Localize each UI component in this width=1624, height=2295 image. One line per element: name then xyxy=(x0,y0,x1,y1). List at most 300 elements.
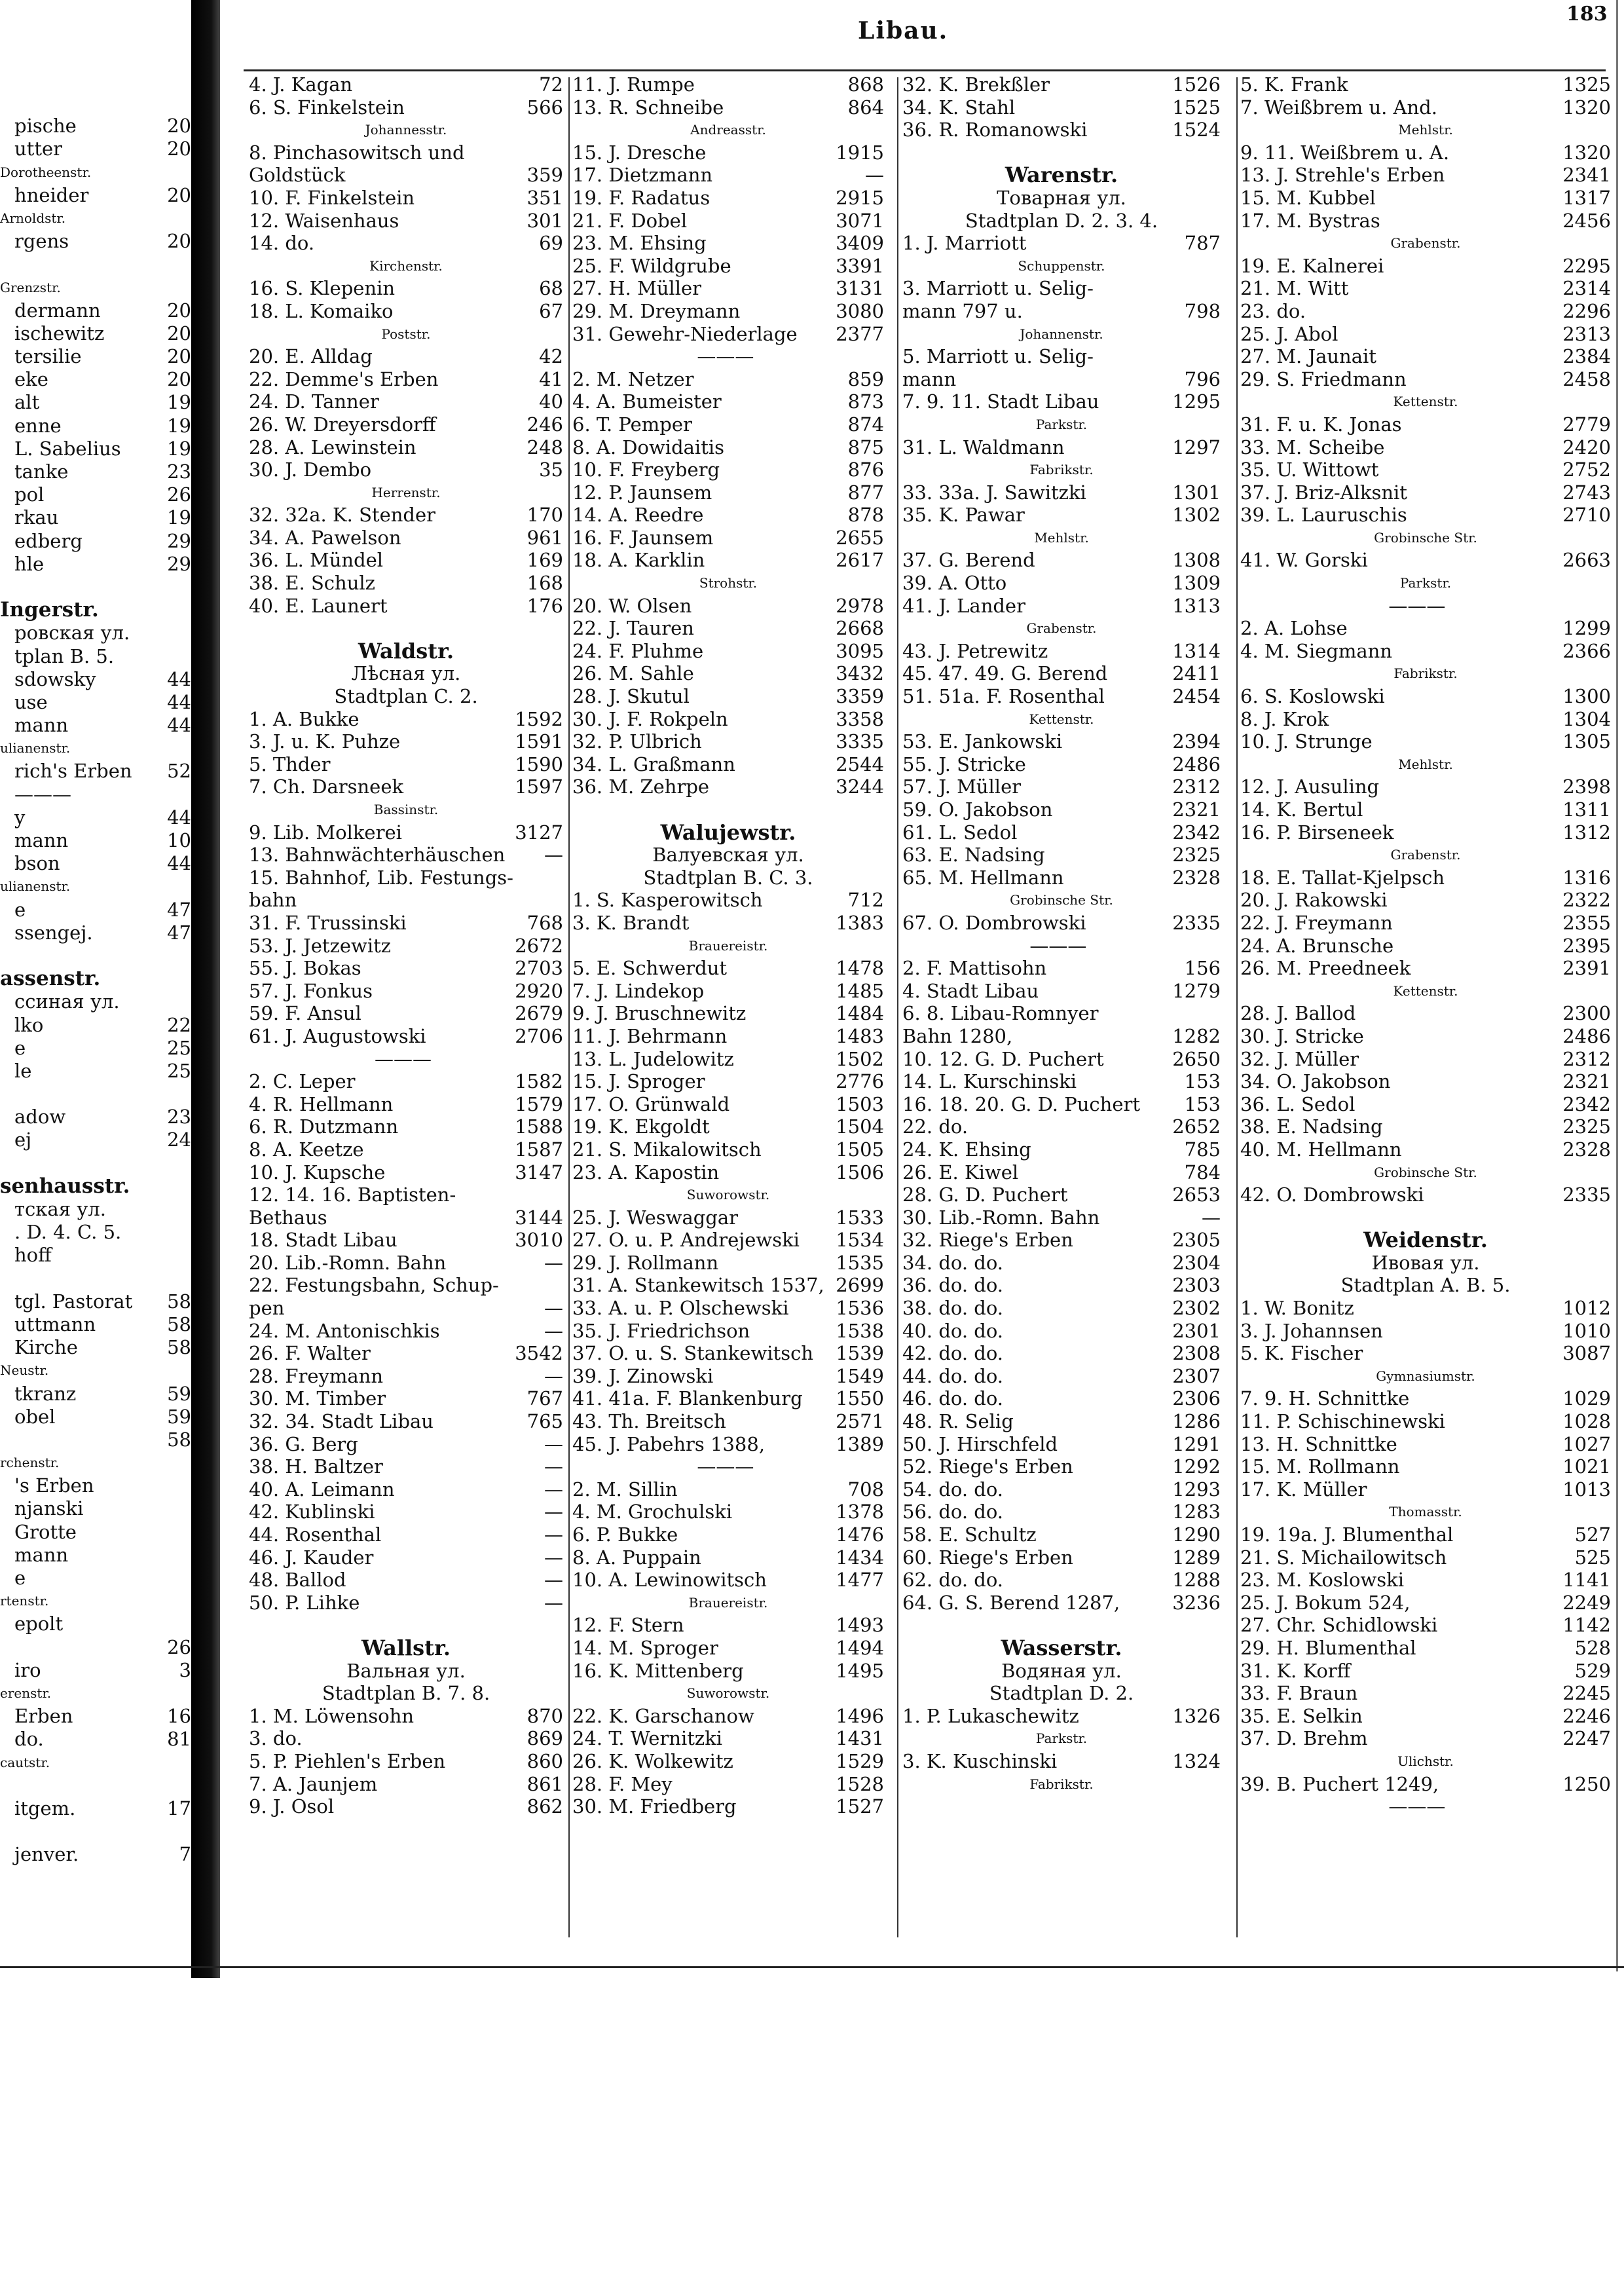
cross-street-label xyxy=(1240,1750,1611,1773)
entry-number: 1434 xyxy=(836,1546,884,1569)
entry-number: 3144 xyxy=(515,1206,563,1229)
directory-entry xyxy=(1240,775,1611,798)
entry-name: ровская ул. xyxy=(14,622,130,644)
entry-number: 1250 xyxy=(1562,1772,1611,1795)
entry-name: 12. F. Stern xyxy=(572,1614,684,1637)
entry-name: 2. M. Sillin xyxy=(572,1478,678,1501)
directory-entry xyxy=(249,753,563,776)
entry-number: 20 xyxy=(167,368,191,391)
directory-entry xyxy=(1240,889,1611,912)
entry-name: 9. Lib. Molkerei xyxy=(249,821,402,844)
entry-name: 1. S. Kasperowitsch xyxy=(572,889,763,912)
entry-number: 2391 xyxy=(1562,957,1611,980)
entry-number: 29 xyxy=(167,552,191,575)
entry-number: 2456 xyxy=(1562,209,1611,232)
entry-number: 1505 xyxy=(836,1138,884,1161)
cross-street-label xyxy=(1240,662,1611,685)
entry-name: alt xyxy=(14,391,40,414)
row-text: Suworowstr. xyxy=(686,1187,770,1203)
separator-dash: ——— xyxy=(1388,594,1446,617)
entry-number: 873 xyxy=(847,390,884,413)
directory-entry xyxy=(249,277,563,300)
directory-entry xyxy=(1240,640,1611,663)
entry-number: 1484 xyxy=(836,1002,884,1025)
entry-number: 67 xyxy=(539,299,563,322)
cross-street-label xyxy=(572,119,884,141)
entry-name: 18. A. Karklin xyxy=(572,549,705,572)
directory-entry xyxy=(572,277,884,300)
entry-name: 7. 9. H. Schnittke xyxy=(1240,1387,1410,1410)
directory-entry xyxy=(902,1365,1221,1388)
street-heading xyxy=(572,821,884,844)
entry-number: 59 xyxy=(167,1405,191,1428)
directory-entry xyxy=(0,1406,191,1428)
entry-name: 10. F. Freyberg xyxy=(572,458,720,481)
entry-name: le xyxy=(14,1059,32,1082)
directory-entry xyxy=(902,1161,1221,1184)
cross-street-label xyxy=(1240,1501,1611,1523)
directory-entry xyxy=(902,1705,1221,1728)
directory-entry xyxy=(902,1387,1221,1410)
entry-name: 15. M. Rollmann xyxy=(1240,1455,1400,1478)
directory-entry xyxy=(0,253,191,276)
entry-number: 1302 xyxy=(1172,504,1221,527)
directory-entry xyxy=(249,141,563,164)
directory-entry xyxy=(0,1336,191,1359)
directory-entry xyxy=(249,187,563,210)
entry-name: 29. M. Dreymann xyxy=(572,299,741,322)
separator xyxy=(572,345,884,368)
directory-entry xyxy=(249,1592,563,1614)
cross-street-label xyxy=(902,527,1221,550)
directory-entry xyxy=(249,595,563,618)
entry-name: 39. J. Zinowski xyxy=(572,1364,714,1387)
entry-name: dermann xyxy=(14,299,101,322)
entry-name: 19. E. Kalnerei xyxy=(1240,254,1384,277)
directory-entry xyxy=(249,1569,563,1592)
entry-name: 4. M. Grochulski xyxy=(572,1501,733,1523)
entry-number: 2776 xyxy=(836,1070,884,1093)
entry-name: 39. A. Otto xyxy=(902,572,1007,595)
entry-number: 869 xyxy=(526,1727,563,1750)
entry-name: 21. F. Dobel xyxy=(572,209,688,232)
entry-name: 42. O. Dombrowski xyxy=(1240,1184,1424,1206)
directory-entry xyxy=(902,549,1221,572)
entry-number: 2398 xyxy=(1562,775,1611,798)
directory-entry xyxy=(902,912,1221,935)
directory-entry xyxy=(902,572,1221,595)
entry-number: 787 xyxy=(1184,232,1221,255)
entry-number: 1325 xyxy=(1562,73,1611,96)
entry-number: 2303 xyxy=(1172,1274,1221,1297)
entry-number: 878 xyxy=(847,504,884,527)
row-text: Parkstr. xyxy=(1035,416,1088,432)
entry-name: 22. J. Freymann xyxy=(1240,911,1393,934)
entry-name: 10. J. Kupsche xyxy=(249,1161,386,1184)
entry-name: 11. J. Behrmann xyxy=(572,1024,728,1047)
entry-name: 16. 18. 20. G. D. Puchert xyxy=(902,1092,1141,1115)
row-text: Bassinstr. xyxy=(373,802,439,817)
row-text: Stadtplan D. 2. 3. 4. xyxy=(965,209,1158,232)
entry-number: 1483 xyxy=(836,1024,884,1047)
directory-entry xyxy=(572,1297,884,1320)
directory-entry xyxy=(249,1025,563,1048)
street-subtitle xyxy=(1240,1274,1611,1297)
cross-street-label xyxy=(0,207,191,230)
directory-entry xyxy=(1240,73,1611,96)
row-text: Grabenstr. xyxy=(1390,235,1461,252)
entry-number: 3409 xyxy=(836,232,884,255)
entry-name: 44. do. do. xyxy=(902,1364,1004,1387)
row-text: Fabrikstr. xyxy=(1029,1776,1094,1792)
directory-entry xyxy=(902,662,1221,685)
entry-number: 2308 xyxy=(1172,1342,1221,1365)
directory-entry xyxy=(902,1750,1221,1773)
directory-entry xyxy=(249,730,563,753)
directory-entry xyxy=(572,1614,884,1637)
entry-number: 1378 xyxy=(836,1501,884,1523)
entry-name: rgens xyxy=(14,230,69,253)
entry-number: 1533 xyxy=(836,1206,884,1229)
directory-entry xyxy=(572,685,884,708)
entry-number: 2920 xyxy=(515,979,563,1002)
entry-name: 36. M. Zehrpe xyxy=(572,775,710,798)
directory-entry xyxy=(0,1820,191,1843)
entry-number: 1010 xyxy=(1562,1319,1611,1342)
directory-entry xyxy=(0,760,191,783)
cross-street-label xyxy=(1240,390,1611,413)
directory-entry xyxy=(1240,277,1611,300)
separator-dash: ——— xyxy=(1388,1795,1446,1818)
entry-name: iro xyxy=(14,1658,41,1681)
directory-entry xyxy=(572,187,884,210)
cross-street-label xyxy=(0,161,191,184)
entry-name: 2. A. Lohse xyxy=(1240,617,1348,640)
entry-number: 20 xyxy=(167,183,191,206)
entry-name: 10. F. Finkelstein xyxy=(249,186,415,209)
entry-number: 7 xyxy=(179,1843,191,1866)
directory-entry xyxy=(902,481,1221,504)
directory-entry xyxy=(572,798,884,821)
entry-number: — xyxy=(544,1432,563,1455)
entry-name: 4. A. Bumeister xyxy=(572,390,722,413)
entry-name: 35. J. Friedrichson xyxy=(572,1319,750,1342)
directory-entry xyxy=(572,617,884,640)
entry-number: 47 xyxy=(167,898,191,921)
directory-entry xyxy=(0,944,191,967)
entry-name: 26. W. Dreyersdorff xyxy=(249,413,436,436)
entry-number: 796 xyxy=(1184,367,1221,390)
directory-entry xyxy=(902,1184,1221,1206)
directory-entry xyxy=(249,1229,563,1252)
entry-number: 1304 xyxy=(1562,707,1611,730)
cross-street-label xyxy=(572,935,884,958)
directory-entry xyxy=(902,1297,1221,1320)
entry-number: 3071 xyxy=(836,209,884,232)
entry-name: 35. E. Selkin xyxy=(1240,1704,1363,1727)
row-text: Brauereistr. xyxy=(688,937,768,954)
directory-entry xyxy=(902,1070,1221,1093)
entry-number: 68 xyxy=(539,277,563,300)
entry-number: — xyxy=(1202,1206,1221,1229)
entry-number: 1431 xyxy=(836,1727,884,1750)
entry-number: 2384 xyxy=(1562,345,1611,368)
entry-name: 32. 32a. K. Stender xyxy=(249,504,436,527)
row-text: Gymnasiumstr. xyxy=(1376,1368,1475,1384)
directory-entry xyxy=(902,1274,1221,1297)
entry-name: 43. J. Petrewitz xyxy=(902,639,1048,662)
entry-name: 15. M. Kubbel xyxy=(1240,186,1376,209)
entry-number: 17 xyxy=(167,1797,191,1819)
directory-entry xyxy=(572,323,884,346)
directory-entry xyxy=(572,1093,884,1116)
entry-name: 34. do. do. xyxy=(902,1251,1004,1274)
cross-street-label xyxy=(0,737,191,760)
directory-entry xyxy=(902,1523,1221,1546)
entry-name: 5. K. Fischer xyxy=(1240,1342,1363,1365)
entry-name: 22. do. xyxy=(902,1115,969,1138)
directory-entry xyxy=(572,1478,884,1501)
entry-name: 26. M. Sahle xyxy=(572,662,694,685)
directory-entry xyxy=(572,368,884,391)
entry-name: 5. P. Piehlen's Erben xyxy=(249,1749,446,1772)
entry-name: 21. S. Mikalowitsch xyxy=(572,1138,762,1161)
entry-name: 1. J. Marriott xyxy=(902,232,1027,255)
directory-entry xyxy=(572,957,884,980)
cross-street-label xyxy=(902,255,1221,278)
entry-number: — xyxy=(544,1546,563,1569)
entry-number: 153 xyxy=(1184,1092,1221,1115)
entry-name: 45. J. Pabehrs 1388, xyxy=(572,1432,766,1455)
entry-number: 1503 xyxy=(836,1092,884,1115)
street-subtitle xyxy=(249,662,563,685)
entry-name: 18. Stadt Libau xyxy=(249,1229,397,1252)
entry-name: 28. Freymann xyxy=(249,1364,384,1387)
entry-number: 1312 xyxy=(1562,821,1611,844)
directory-entry xyxy=(572,1569,884,1592)
entry-number: 3 xyxy=(179,1658,191,1681)
entry-number: 2313 xyxy=(1562,322,1611,345)
entry-number: 1591 xyxy=(515,730,563,753)
entry-number: 359 xyxy=(526,164,563,187)
entry-name: 3. J. u. K. Puhze xyxy=(249,730,401,753)
directory-entry xyxy=(1240,458,1611,481)
entry-number: 1493 xyxy=(836,1614,884,1637)
entry-name: 6. S. Finkelstein xyxy=(249,96,405,119)
entry-name: 8. Pinchasowitsch und xyxy=(249,141,465,164)
entry-name: 4. R. Hellmann xyxy=(249,1092,394,1115)
entry-name: 8. J. Krok xyxy=(1240,707,1329,730)
directory-entry xyxy=(902,595,1221,618)
directory-entry xyxy=(249,504,563,527)
entry-name: 24. F. Pluhme xyxy=(572,639,704,662)
directory-entry xyxy=(249,889,563,912)
entry-name: 34. O. Jakobson xyxy=(1240,1070,1391,1093)
directory-entry xyxy=(1240,1727,1611,1750)
entry-name: 14. M. Sproger xyxy=(572,1636,718,1659)
entry-number: 2655 xyxy=(836,526,884,549)
directory-entry xyxy=(249,912,563,935)
directory-entry xyxy=(572,1365,884,1388)
directory-entry xyxy=(1240,1320,1611,1343)
entry-number: 2328 xyxy=(1562,1138,1611,1161)
directory-entry xyxy=(0,668,191,691)
entry-name: 40. do. do. xyxy=(902,1319,1004,1342)
entry-name: 23. A. Kapostin xyxy=(572,1161,720,1184)
directory-entry xyxy=(0,714,191,737)
entry-number: 1535 xyxy=(836,1251,884,1274)
entry-number: 1028 xyxy=(1562,1410,1611,1433)
row-text: Kirchenstr. xyxy=(369,257,443,274)
directory-entry xyxy=(572,753,884,776)
entry-name: 5. K. Frank xyxy=(1240,73,1348,96)
entry-number: 708 xyxy=(847,1478,884,1501)
street-subtitle xyxy=(902,1682,1221,1705)
entry-number: 169 xyxy=(526,549,563,572)
entry-number: 1291 xyxy=(1172,1432,1221,1455)
entry-number: 767 xyxy=(526,1387,563,1410)
entry-number: 528 xyxy=(1574,1636,1611,1659)
entry-name: 46. J. Kauder xyxy=(249,1546,374,1569)
directory-entry xyxy=(1240,1705,1611,1728)
directory-entry xyxy=(572,1274,884,1297)
entry-name: epolt xyxy=(14,1613,64,1635)
entry-number: 69 xyxy=(539,232,563,255)
directory-entry xyxy=(902,1048,1221,1071)
entry-number: 1476 xyxy=(836,1523,884,1546)
entry-name: hoff xyxy=(14,1244,52,1267)
entry-name: 24. M. Antonischkis xyxy=(249,1319,440,1342)
directory-entry xyxy=(1240,164,1611,187)
directory-entry xyxy=(0,622,191,644)
entry-number: 58 xyxy=(167,1313,191,1335)
entry-name: 36. G. Berg xyxy=(249,1432,358,1455)
entry-name: 50. P. Lihke xyxy=(249,1591,360,1614)
entry-name: 24. D. Tanner xyxy=(249,390,379,413)
entry-number: 1301 xyxy=(1172,481,1221,504)
directory-entry xyxy=(572,255,884,278)
entry-name: тская ул. xyxy=(14,1198,106,1220)
directory-entry xyxy=(902,844,1221,867)
directory-entry xyxy=(249,1070,563,1093)
entry-number: 20 xyxy=(167,299,191,322)
directory-entry xyxy=(1240,1569,1611,1592)
entry-number: 876 xyxy=(847,458,884,481)
entry-number: 1021 xyxy=(1562,1455,1611,1478)
entry-number: 1142 xyxy=(1562,1614,1611,1637)
entry-name: 10. 12. G. D. Puchert xyxy=(902,1047,1104,1070)
entry-name: 's Erben xyxy=(14,1474,94,1497)
entry-name: 40. M. Hellmann xyxy=(1240,1138,1402,1161)
directory-entry xyxy=(572,708,884,731)
row-text: Johannenstr. xyxy=(1020,326,1103,342)
row-text: Kettenstr. xyxy=(1393,982,1458,999)
directory-entry xyxy=(249,1750,563,1773)
entry-name: itgem. xyxy=(14,1797,76,1819)
directory-entry xyxy=(572,1433,884,1456)
directory-entry xyxy=(902,1478,1221,1501)
entry-name: use xyxy=(14,690,48,713)
directory-entry xyxy=(0,299,191,322)
entry-number: 301 xyxy=(526,209,563,232)
entry-name: ссиная ул. xyxy=(14,990,120,1013)
entry-name: tplan B. 5. xyxy=(14,644,115,667)
entry-number: 2325 xyxy=(1562,1115,1611,1138)
entry-number: 2486 xyxy=(1562,1024,1611,1047)
entry-name: 14. L. Kurschinski xyxy=(902,1070,1077,1093)
row-text: Grobinsche Str. xyxy=(1010,892,1113,908)
entry-number: 1477 xyxy=(836,1569,884,1592)
entry-name: 23. do. xyxy=(1240,299,1306,322)
entry-name: 13. H. Schnittke xyxy=(1240,1432,1397,1455)
street-heading xyxy=(902,164,1221,187)
directory-entry xyxy=(572,141,884,164)
separator-dash: ——— xyxy=(375,1047,432,1070)
directory-entry xyxy=(572,1410,884,1433)
entry-name: 20. E. Alldag xyxy=(249,345,373,368)
entry-name: 1. A. Bukke xyxy=(249,707,360,730)
directory-entry xyxy=(0,852,191,875)
entry-number: 1297 xyxy=(1172,436,1221,458)
entry-name: 30. J. Stricke xyxy=(1240,1024,1364,1047)
entry-number: 712 xyxy=(847,889,884,912)
entry-number: 2335 xyxy=(1172,911,1221,934)
entry-name: 34. A. Pawelson xyxy=(249,526,401,549)
cross-street-label xyxy=(1240,527,1611,550)
directory-entry xyxy=(572,1048,884,1071)
entry-name: 27. H. Müller xyxy=(572,277,702,300)
entry-number: 351 xyxy=(526,186,563,209)
entry-number: 35 xyxy=(539,458,563,481)
row-text: Andreasstr. xyxy=(690,122,766,138)
entry-number: 1314 xyxy=(1172,639,1221,662)
entry-number: 59 xyxy=(167,1382,191,1405)
directory-entry xyxy=(572,1138,884,1161)
entry-number: 2321 xyxy=(1172,798,1221,821)
entry-name: 32. 34. Stadt Libau xyxy=(249,1410,434,1433)
directory-entry xyxy=(1240,708,1611,731)
directory-entry xyxy=(572,662,884,685)
directory-entry xyxy=(0,460,191,483)
entry-name: 24. A. Brunsche xyxy=(1240,934,1394,957)
directory-entry xyxy=(902,730,1221,753)
directory-entry xyxy=(1240,1773,1611,1796)
entry-number: 2325 xyxy=(1172,844,1221,867)
entry-number: 1590 xyxy=(515,753,563,775)
entry-name: 46. do. do. xyxy=(902,1387,1004,1410)
directory-entry xyxy=(0,576,191,599)
street-subtitle xyxy=(249,1682,563,1705)
directory-entry xyxy=(572,889,884,912)
directory-entry xyxy=(249,1002,563,1025)
row-text: erenstr. xyxy=(0,1685,52,1701)
entry-name: 31. L. Waldmann xyxy=(902,436,1065,458)
entry-name: 30. M. Friedberg xyxy=(572,1795,737,1818)
row-text: Kettenstr. xyxy=(1029,711,1094,727)
entry-name: 12. P. Jaunsem xyxy=(572,481,712,504)
entry-number: 3358 xyxy=(836,707,884,730)
entry-name: Goldstück xyxy=(249,164,346,187)
entry-name: do. xyxy=(14,1728,44,1751)
directory-entry xyxy=(0,1636,191,1659)
entry-number: 1495 xyxy=(836,1659,884,1682)
entry-number: 1289 xyxy=(1172,1546,1221,1569)
entry-number: 1592 xyxy=(515,707,563,730)
directory-entry xyxy=(902,1115,1221,1138)
row-text: Brauereistr. xyxy=(688,1594,768,1611)
entry-number: 3087 xyxy=(1562,1342,1611,1365)
entry-number: 2394 xyxy=(1172,730,1221,753)
